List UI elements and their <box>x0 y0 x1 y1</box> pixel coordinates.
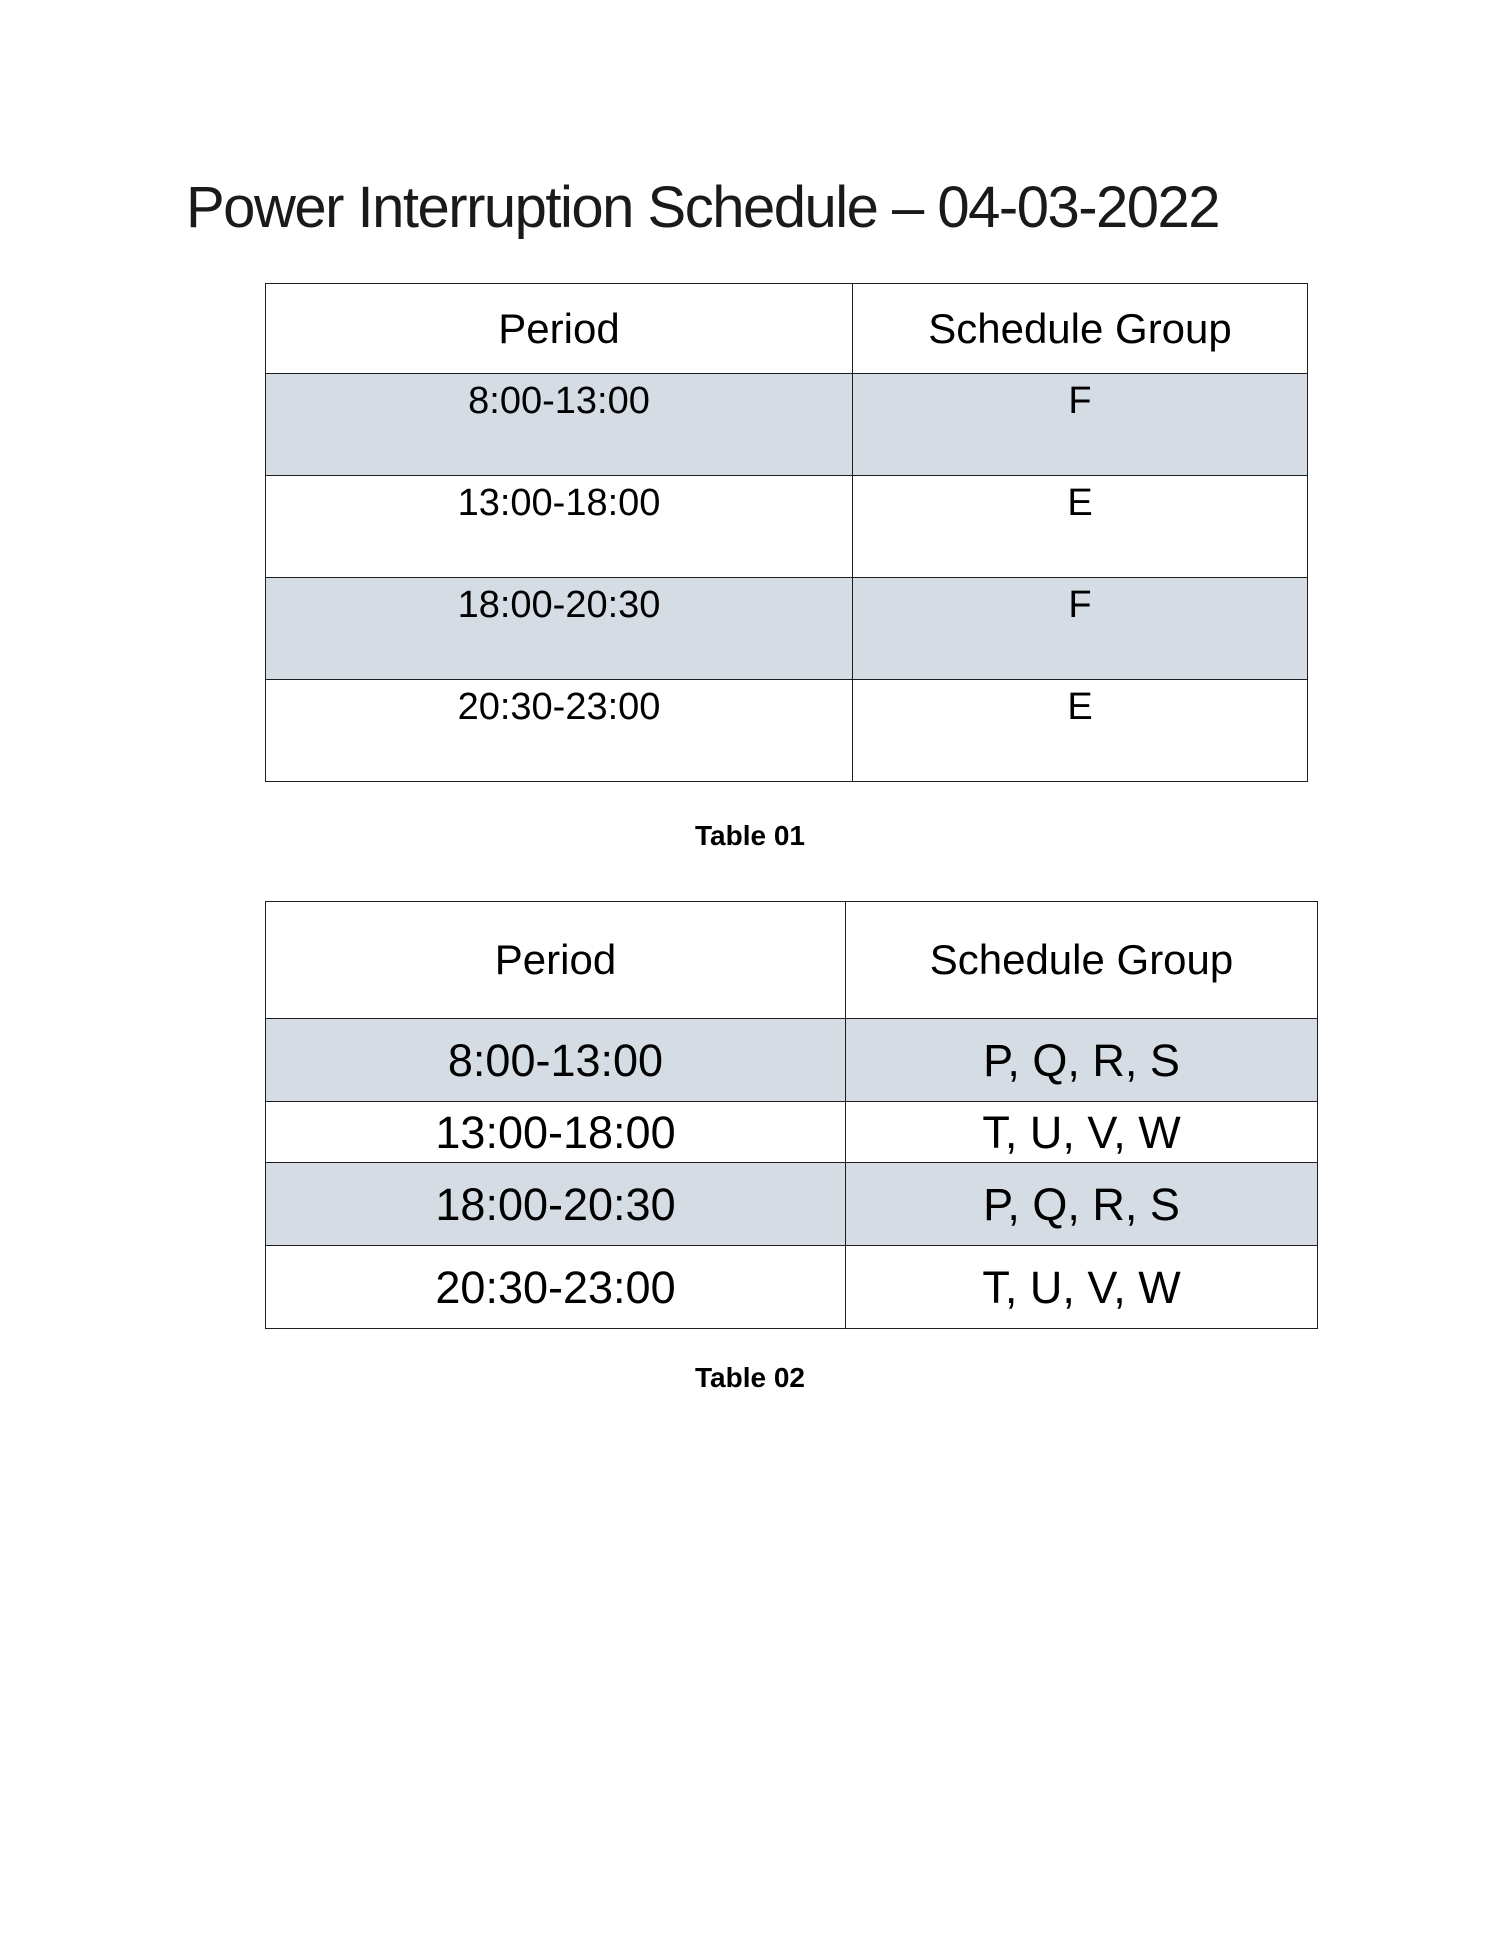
table-row <box>266 1019 1318 1102</box>
header-period: Period <box>266 284 853 374</box>
cell-period: 8:00-13:00 <box>266 374 853 476</box>
cell-schedule-group: P, Q, R, S <box>846 1019 1318 1102</box>
table-row <box>266 578 1308 680</box>
table-header-row <box>266 284 1308 374</box>
page-title: Power Interruption Schedule – 04-03-2022 <box>186 175 1220 240</box>
table-row <box>266 1246 1318 1329</box>
table-row <box>266 476 1308 578</box>
cell-schedule-group: T, U, V, W <box>846 1246 1318 1329</box>
cell-schedule-group: F <box>853 374 1308 476</box>
cell-schedule-group: F <box>853 578 1308 680</box>
cell-schedule-group: E <box>853 680 1308 782</box>
table-caption-02: Table 02 <box>695 1362 805 1393</box>
table-row <box>266 374 1308 476</box>
cell-schedule-group: P, Q, R, S <box>846 1163 1318 1246</box>
cell-period: 18:00-20:30 <box>266 578 853 680</box>
schedule-table-02 <box>265 901 1318 1329</box>
cell-period: 18:00-20:30 <box>266 1163 846 1246</box>
header-schedule-group: Schedule Group <box>853 284 1308 374</box>
table-caption-01: Table 01 <box>695 820 805 851</box>
cell-period: 20:30-23:00 <box>266 1246 846 1329</box>
cell-period: 13:00-18:00 <box>266 476 853 578</box>
table-row <box>266 680 1308 782</box>
header-schedule-group: Schedule Group <box>846 902 1318 1019</box>
header-period: Period <box>266 902 846 1019</box>
cell-period: 13:00-18:00 <box>266 1102 846 1163</box>
cell-period: 20:30-23:00 <box>266 680 853 782</box>
table-row <box>266 1102 1318 1163</box>
schedule-table-01 <box>265 283 1308 782</box>
cell-period: 8:00-13:00 <box>266 1019 846 1102</box>
cell-schedule-group: E <box>853 476 1308 578</box>
table-header-row <box>266 902 1318 1019</box>
cell-schedule-group: T, U, V, W <box>846 1102 1318 1163</box>
table-row <box>266 1163 1318 1246</box>
